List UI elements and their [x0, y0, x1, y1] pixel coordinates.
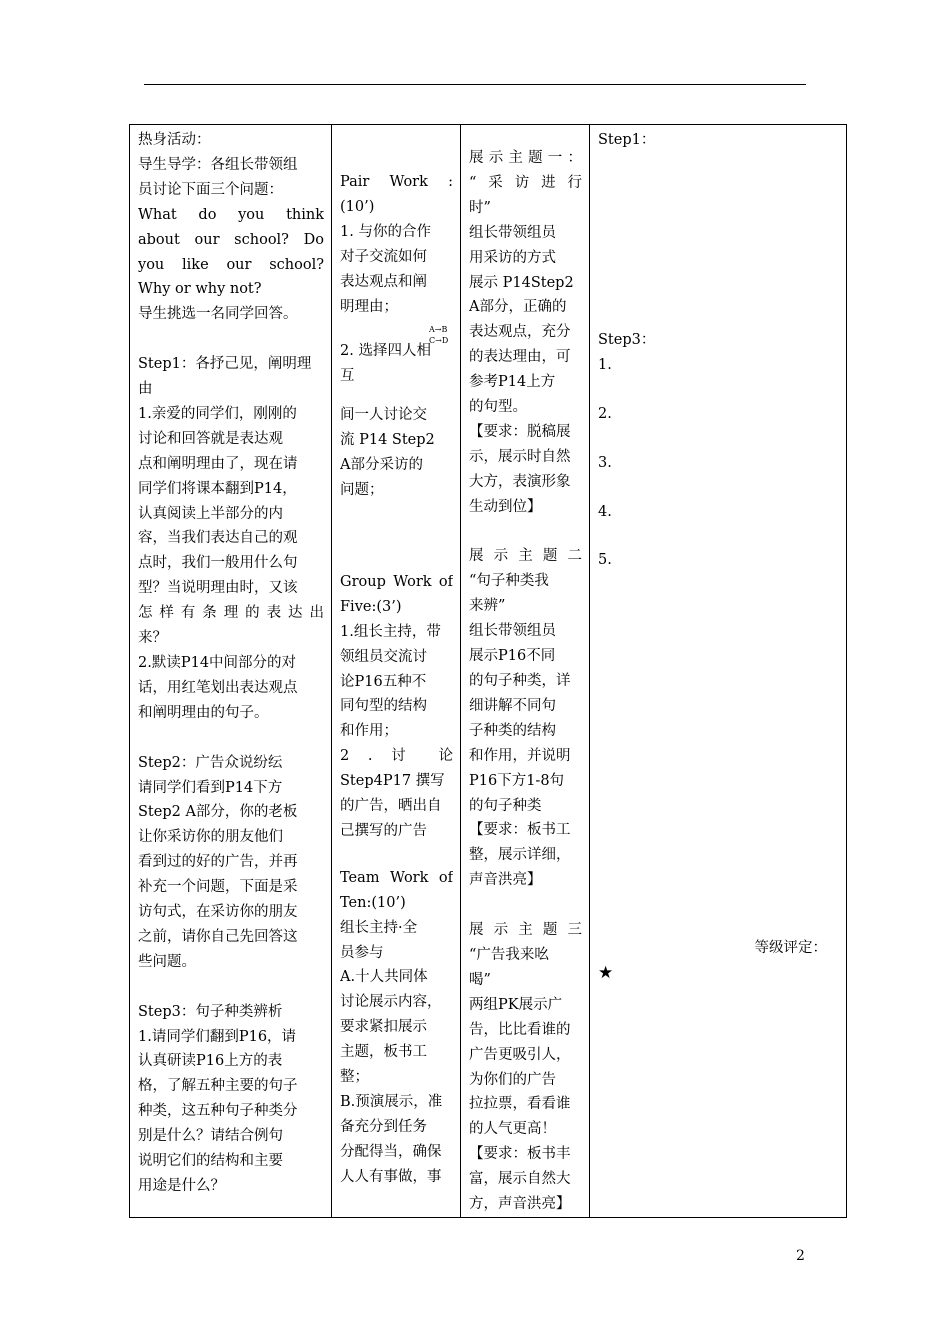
list-item: 格，了解五种主要的句子: [138, 1078, 298, 1095]
list-item: A.十人共同体: [340, 969, 428, 986]
notes-content: [590, 125, 846, 1217]
list-item: 展示 P14Step2: [469, 274, 574, 291]
theme3-heading: 展示主题三: [469, 922, 582, 939]
list-item: 表达观点和阐: [340, 273, 427, 290]
list-item: 生动到位】: [469, 498, 542, 515]
theme2-heading: 展示主题二: [469, 548, 582, 565]
list-item: 1.: [598, 356, 612, 373]
list-item: 员参与: [340, 944, 384, 961]
list-item: 主题，板书工: [340, 1044, 427, 1061]
header-rule: [144, 84, 806, 85]
team-work-heading: Team Work of: [340, 869, 453, 886]
list-item: 访句式，在采访你的朋友: [138, 904, 298, 921]
list-item: 1.请同学们翻到P16，请: [138, 1028, 297, 1045]
list-item: 2.: [598, 405, 612, 422]
list-item: 认真阅读上半部分的内: [138, 505, 283, 522]
warmup-title: 热身活动：: [138, 132, 211, 148]
list-item: 富，展示自然大: [469, 1171, 571, 1188]
list-item: 大方，表演形象: [469, 473, 571, 490]
list-item: 2 . 讨 论: [340, 748, 453, 765]
list-item: 时”: [469, 199, 491, 216]
step2-heading: Step2：广告众说纷纭: [138, 754, 283, 771]
notes-cell: [590, 125, 847, 1218]
page-number: 2: [796, 1248, 805, 1264]
presentation-cell: [461, 125, 590, 1218]
list-item: A部分采访的: [340, 457, 423, 474]
list-item: “广告我来吆: [469, 946, 549, 963]
list-item: 论P16五种不: [340, 673, 427, 690]
list-item: 参考P14上方: [469, 374, 556, 391]
step1-heading: Step1：各抒己见，阐明理: [138, 356, 312, 373]
list-item: 同学们将课本翻到P14，: [138, 480, 297, 497]
list-item: 说明它们的结构和主要: [138, 1153, 283, 1170]
list-item: P16下方1-8句: [469, 772, 565, 789]
lesson-plan-table: [129, 124, 847, 1218]
list-item: 补充一个问题，下面是采: [138, 879, 298, 896]
list-item: Step2 A部分，你的老板: [138, 804, 298, 821]
list-item: A部分，正确的: [469, 299, 567, 316]
list-item: 些问题。: [138, 953, 196, 970]
pair-work-heading: Pair Work :: [340, 174, 453, 190]
list-item: 对子交流如何: [340, 248, 427, 265]
list-item: 来辨”: [469, 598, 506, 615]
list-item: you like our school?: [138, 256, 324, 273]
list-item: 导生导学：各组长带领组: [138, 156, 298, 173]
list-item: 的句子种类: [469, 797, 542, 814]
list-item: 细讲解不同句: [469, 697, 556, 714]
list-item: 3.: [598, 454, 612, 471]
list-item: 4.: [598, 503, 612, 520]
list-item: about our school? Do: [138, 231, 324, 248]
list-item: 1.组长主持，带: [340, 623, 441, 640]
list-item: 1.亲爱的同学们，刚刚的: [138, 405, 297, 422]
list-item: 怎样有条理的表达出: [138, 605, 324, 622]
list-item: 明理由；: [340, 298, 398, 315]
list-item: 的人气更高！: [469, 1121, 556, 1138]
list-item: 5.: [598, 552, 612, 569]
list-item: 的句子种类，详: [469, 673, 571, 690]
list-item: 组长带领组员: [469, 623, 556, 640]
list-item: 子种类的结构: [469, 722, 556, 739]
list-item: 整，展示详细，: [469, 847, 571, 864]
cooperation-cell: [332, 125, 461, 1218]
list-item: 【要求：脱稿展: [469, 423, 571, 440]
list-item: 讨论和回答就是表达观: [138, 430, 283, 447]
list-item: 展示P16不同: [469, 648, 556, 665]
list-item: 认真研读P16上方的表: [138, 1053, 283, 1070]
list-item: 和阐明理由的句子。: [138, 704, 269, 721]
list-item: 拉拉票，看看谁: [469, 1096, 571, 1113]
list-item: “采访进行: [469, 174, 582, 191]
list-item: 导生挑选一名同学回答。: [138, 306, 298, 323]
table-row: [130, 125, 847, 1218]
step1-label: Step1：: [598, 132, 656, 148]
group-work-heading: Group Work of: [340, 573, 453, 590]
list-item: 和作用；: [340, 723, 398, 740]
rating-label: 等级评定：: [754, 940, 827, 957]
list-item: 2.默读P14中间部分的对: [138, 655, 297, 672]
list-item: 的广告，晒出自: [340, 798, 442, 815]
list-item: What do you think: [138, 206, 324, 223]
list-item: 用途是什么？: [138, 1178, 225, 1195]
list-item: Why or why not?: [138, 281, 262, 298]
list-item: (10’): [340, 198, 375, 215]
list-item: 互: [340, 368, 355, 385]
list-item: 让你采访你的朋友他们: [138, 829, 283, 846]
small-label-cd: C→D: [429, 336, 449, 345]
list-item: 表达观点，充分: [469, 324, 571, 341]
list-item: 请同学们看到P14下方: [138, 779, 283, 796]
list-item: 两组PK展示广: [469, 996, 563, 1013]
list-item: 的句型。: [469, 399, 527, 416]
list-item: Five:(3’): [340, 598, 402, 615]
list-item: 声音洪亮】: [469, 872, 542, 889]
presentation-content: [461, 125, 589, 1217]
list-item: 的表达理由，可: [469, 349, 571, 366]
star-icon: ★: [598, 963, 614, 984]
activities-content: [130, 125, 331, 1217]
list-item: 人人有事做，事: [340, 1168, 442, 1185]
list-item: 来？: [138, 630, 167, 647]
list-item: 喝”: [469, 971, 491, 988]
list-item: 领组员交流讨: [340, 648, 427, 665]
cooperation-content: [332, 125, 460, 1217]
list-item: 点时，我们一般用什么句: [138, 555, 298, 572]
list-item: 由: [138, 381, 153, 398]
list-item: 广告更吸引人，: [469, 1046, 571, 1063]
theme1-heading: 展示主题一：: [469, 150, 582, 166]
list-item: 间一人讨论交: [340, 407, 427, 424]
list-item: 组长主持·全: [340, 919, 418, 936]
list-item: 【要求：板书工: [469, 822, 571, 839]
list-item: 备充分到任务: [340, 1118, 427, 1135]
list-item: 方，声音洪亮】: [469, 1196, 571, 1213]
list-item: Ten:(10’): [340, 894, 406, 911]
list-item: 组长带领组员: [469, 224, 556, 241]
list-item: 容，当我们表达自己的观: [138, 530, 298, 547]
list-item: 员讨论下面三个问题：: [138, 181, 283, 198]
list-item: 和作用，并说明: [469, 747, 571, 764]
small-label-ab: A→B: [429, 325, 448, 334]
list-item: 讨论展示内容，: [340, 994, 442, 1011]
list-item: 示，展示时自然: [469, 448, 571, 465]
list-item: 整；: [340, 1069, 369, 1086]
list-item: 流 P14 Step2: [340, 432, 435, 449]
list-item: 种类，这五种句子种类分: [138, 1103, 298, 1120]
list-item: 1. 与你的合作: [340, 223, 431, 240]
list-item: 同句型的结构: [340, 698, 427, 715]
list-item: 之前，请你自己先回答这: [138, 928, 298, 945]
list-item: 别是什么？请结合例句: [138, 1128, 283, 1145]
list-item: Step4P17 撰写: [340, 773, 445, 790]
list-item: 型？当说明理由时，又该: [138, 580, 298, 597]
step3-heading: Step3：句子种类辨析: [138, 1003, 283, 1020]
list-item: 用采访的方式: [469, 249, 556, 266]
step3-label: Step3：: [598, 331, 656, 348]
list-item: 分配得当，确保: [340, 1143, 442, 1160]
list-item: 要求紧扣展示: [340, 1019, 427, 1036]
list-item: 2. 选择四人相: [340, 343, 431, 360]
list-item: 话，用红笔划出表达观点: [138, 679, 298, 696]
list-item: 问题；: [340, 481, 384, 498]
list-item: 告，比比看谁的: [469, 1021, 571, 1038]
list-item: 点和阐明理由了，现在请: [138, 455, 298, 472]
list-item: 看到过的好的广告，并再: [138, 854, 298, 871]
activities-cell: [130, 125, 332, 1218]
list-item: B.预演展示，准: [340, 1094, 443, 1110]
list-item: 为你们的广告: [469, 1071, 556, 1088]
list-item: 【要求：板书丰: [469, 1146, 571, 1163]
list-item: 己撰写的广告: [340, 822, 427, 839]
list-item: “句子种类我: [469, 573, 549, 590]
